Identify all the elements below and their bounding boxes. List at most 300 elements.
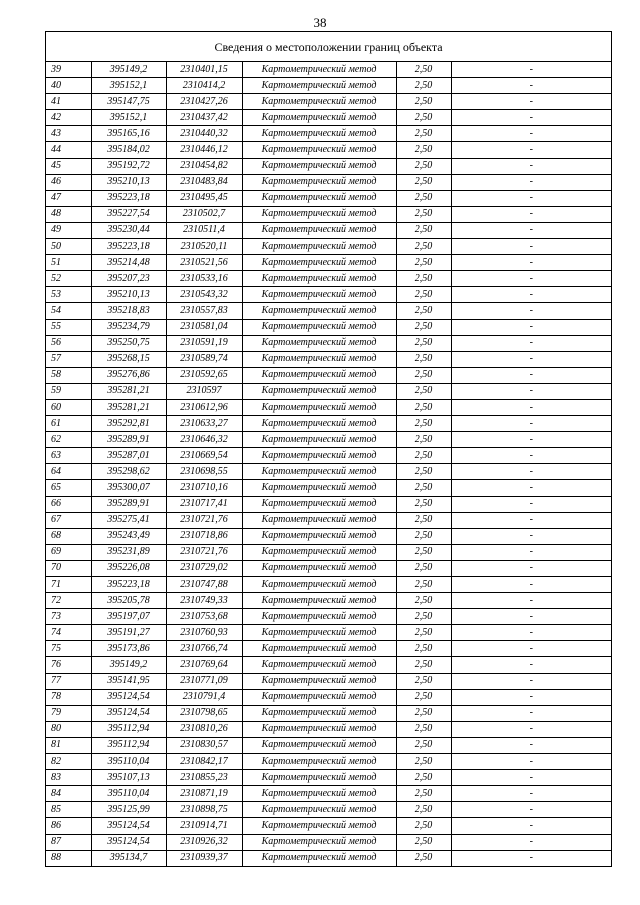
method-cell: Картометрический метод: [242, 464, 396, 480]
method-cell: Картометрический метод: [242, 416, 396, 432]
table-row: [46, 625, 611, 641]
method-cell: Картометрический метод: [242, 190, 396, 206]
point-number-cell: 48: [46, 206, 91, 222]
y-coordinate-cell: 2310633,27: [166, 416, 242, 432]
point-number-cell: 53: [46, 287, 91, 303]
description-cell: -: [451, 351, 611, 367]
table-row: [46, 319, 611, 335]
description-cell: -: [451, 448, 611, 464]
point-number-cell: 84: [46, 786, 91, 802]
x-coordinate-cell: 395243,49: [91, 528, 166, 544]
accuracy-cell: 2,50: [396, 593, 451, 609]
method-cell: Картометрический метод: [242, 802, 396, 818]
y-coordinate-cell: 2310543,32: [166, 287, 242, 303]
x-coordinate-cell: 395292,81: [91, 416, 166, 432]
y-coordinate-cell: 2310414,2: [166, 78, 242, 94]
accuracy-cell: 2,50: [396, 255, 451, 271]
point-number-cell: 65: [46, 480, 91, 496]
table-row: [46, 78, 611, 94]
description-cell: -: [451, 802, 611, 818]
method-cell: Картометрический метод: [242, 496, 396, 512]
accuracy-cell: 2,50: [396, 834, 451, 850]
description-cell: -: [451, 62, 611, 78]
y-coordinate-cell: 2310698,55: [166, 464, 242, 480]
accuracy-cell: 2,50: [396, 641, 451, 657]
description-cell: -: [451, 850, 611, 866]
point-number-cell: 69: [46, 544, 91, 560]
method-cell: Картометрический метод: [242, 142, 396, 158]
point-number-cell: 62: [46, 432, 91, 448]
point-number-cell: 72: [46, 593, 91, 609]
table-row: [46, 834, 611, 850]
y-coordinate-cell: 2310591,19: [166, 335, 242, 351]
y-coordinate-cell: 2310798,65: [166, 705, 242, 721]
x-coordinate-cell: 395110,04: [91, 786, 166, 802]
y-coordinate-cell: 2310520,11: [166, 239, 242, 255]
coordinates-table: [46, 62, 611, 866]
y-coordinate-cell: 2310483,84: [166, 174, 242, 190]
accuracy-cell: 2,50: [396, 802, 451, 818]
accuracy-cell: 2,50: [396, 142, 451, 158]
point-number-cell: 74: [46, 625, 91, 641]
table-row: [46, 673, 611, 689]
y-coordinate-cell: 2310717,41: [166, 496, 242, 512]
x-coordinate-cell: 395223,18: [91, 190, 166, 206]
x-coordinate-cell: 395205,78: [91, 593, 166, 609]
accuracy-cell: 2,50: [396, 367, 451, 383]
accuracy-cell: 2,50: [396, 448, 451, 464]
y-coordinate-cell: 2310718,86: [166, 528, 242, 544]
table-row: [46, 528, 611, 544]
y-coordinate-cell: 2310771,09: [166, 673, 242, 689]
accuracy-cell: 2,50: [396, 416, 451, 432]
description-cell: -: [451, 174, 611, 190]
y-coordinate-cell: 2310926,32: [166, 834, 242, 850]
table-row: [46, 206, 611, 222]
x-coordinate-cell: 395173,86: [91, 641, 166, 657]
y-coordinate-cell: 2310446,12: [166, 142, 242, 158]
description-cell: -: [451, 287, 611, 303]
x-coordinate-cell: 395223,18: [91, 577, 166, 593]
description-cell: -: [451, 190, 611, 206]
method-cell: Картометрический метод: [242, 480, 396, 496]
point-number-cell: 76: [46, 657, 91, 673]
description-cell: -: [451, 770, 611, 786]
accuracy-cell: 2,50: [396, 770, 451, 786]
point-number-cell: 49: [46, 222, 91, 238]
point-number-cell: 41: [46, 94, 91, 110]
x-coordinate-cell: 395281,21: [91, 383, 166, 399]
x-coordinate-cell: 395112,94: [91, 721, 166, 737]
accuracy-cell: 2,50: [396, 625, 451, 641]
table-row: [46, 802, 611, 818]
description-cell: -: [451, 255, 611, 271]
method-cell: Картометрический метод: [242, 625, 396, 641]
accuracy-cell: 2,50: [396, 110, 451, 126]
table-row: [46, 367, 611, 383]
y-coordinate-cell: 2310939,37: [166, 850, 242, 866]
table-row: [46, 126, 611, 142]
point-number-cell: 56: [46, 335, 91, 351]
method-cell: Картометрический метод: [242, 721, 396, 737]
point-number-cell: 85: [46, 802, 91, 818]
method-cell: Картометрический метод: [242, 448, 396, 464]
y-coordinate-cell: 2310592,65: [166, 367, 242, 383]
accuracy-cell: 2,50: [396, 126, 451, 142]
y-coordinate-cell: 2310760,93: [166, 625, 242, 641]
accuracy-cell: 2,50: [396, 673, 451, 689]
table-row: [46, 335, 611, 351]
table-row: [46, 721, 611, 737]
point-number-cell: 61: [46, 416, 91, 432]
point-number-cell: 79: [46, 705, 91, 721]
point-number-cell: 42: [46, 110, 91, 126]
point-number-cell: 64: [46, 464, 91, 480]
accuracy-cell: 2,50: [396, 383, 451, 399]
table-row: [46, 351, 611, 367]
table-row: [46, 464, 611, 480]
y-coordinate-cell: 2310842,17: [166, 754, 242, 770]
point-number-cell: 70: [46, 560, 91, 576]
point-number-cell: 67: [46, 512, 91, 528]
x-coordinate-cell: 395234,79: [91, 319, 166, 335]
table-row: [46, 705, 611, 721]
x-coordinate-cell: 395268,15: [91, 351, 166, 367]
y-coordinate-cell: 2310721,76: [166, 544, 242, 560]
x-coordinate-cell: 395197,07: [91, 609, 166, 625]
table-row: [46, 577, 611, 593]
table-row: [46, 786, 611, 802]
accuracy-cell: 2,50: [396, 609, 451, 625]
description-cell: -: [451, 721, 611, 737]
method-cell: Картометрический метод: [242, 94, 396, 110]
table-row: [46, 239, 611, 255]
description-cell: -: [451, 399, 611, 415]
table-caption: Сведения о местоположении границ объекта: [46, 32, 611, 62]
description-cell: -: [451, 705, 611, 721]
description-cell: -: [451, 319, 611, 335]
y-coordinate-cell: 2310753,68: [166, 609, 242, 625]
table-row: [46, 383, 611, 399]
x-coordinate-cell: 395141,95: [91, 673, 166, 689]
description-cell: -: [451, 641, 611, 657]
point-number-cell: 39: [46, 62, 91, 78]
point-number-cell: 75: [46, 641, 91, 657]
accuracy-cell: 2,50: [396, 577, 451, 593]
point-number-cell: 44: [46, 142, 91, 158]
accuracy-cell: 2,50: [396, 480, 451, 496]
x-coordinate-cell: 395191,27: [91, 625, 166, 641]
table-row: [46, 190, 611, 206]
x-coordinate-cell: 395227,54: [91, 206, 166, 222]
y-coordinate-cell: 2310401,15: [166, 62, 242, 78]
accuracy-cell: 2,50: [396, 464, 451, 480]
table-row: [46, 303, 611, 319]
y-coordinate-cell: 2310729,02: [166, 560, 242, 576]
table-row: [46, 416, 611, 432]
method-cell: Картометрический метод: [242, 319, 396, 335]
method-cell: Картометрический метод: [242, 528, 396, 544]
method-cell: Картометрический метод: [242, 335, 396, 351]
point-number-cell: 83: [46, 770, 91, 786]
point-number-cell: 54: [46, 303, 91, 319]
method-cell: Картометрический метод: [242, 657, 396, 673]
table-row: [46, 287, 611, 303]
x-coordinate-cell: 395184,02: [91, 142, 166, 158]
description-cell: -: [451, 625, 611, 641]
method-cell: Картометрический метод: [242, 239, 396, 255]
point-number-cell: 52: [46, 271, 91, 287]
accuracy-cell: 2,50: [396, 287, 451, 303]
point-number-cell: 63: [46, 448, 91, 464]
point-number-cell: 50: [46, 239, 91, 255]
point-number-cell: 88: [46, 850, 91, 866]
method-cell: Картометрический метод: [242, 158, 396, 174]
point-number-cell: 60: [46, 399, 91, 415]
table-row: [46, 271, 611, 287]
method-cell: Картометрический метод: [242, 367, 396, 383]
y-coordinate-cell: 2310749,33: [166, 593, 242, 609]
description-cell: -: [451, 78, 611, 94]
table-row: [46, 62, 611, 78]
table-row: [46, 737, 611, 753]
method-cell: Картометрический метод: [242, 689, 396, 705]
description-cell: -: [451, 432, 611, 448]
y-coordinate-cell: 2310855,23: [166, 770, 242, 786]
table-row: [46, 641, 611, 657]
method-cell: Картометрический метод: [242, 432, 396, 448]
method-cell: Картометрический метод: [242, 222, 396, 238]
accuracy-cell: 2,50: [396, 190, 451, 206]
x-coordinate-cell: 395298,62: [91, 464, 166, 480]
method-cell: Картометрический метод: [242, 834, 396, 850]
x-coordinate-cell: 395287,01: [91, 448, 166, 464]
x-coordinate-cell: 395124,54: [91, 818, 166, 834]
y-coordinate-cell: 2310502,7: [166, 206, 242, 222]
accuracy-cell: 2,50: [396, 62, 451, 78]
y-coordinate-cell: 2310533,16: [166, 271, 242, 287]
point-number-cell: 47: [46, 190, 91, 206]
point-number-cell: 55: [46, 319, 91, 335]
point-number-cell: 68: [46, 528, 91, 544]
page-number: 38: [313, 15, 327, 30]
x-coordinate-cell: 395124,54: [91, 834, 166, 850]
x-coordinate-cell: 395125,99: [91, 802, 166, 818]
table-row: [46, 496, 611, 512]
method-cell: Картометрический метод: [242, 126, 396, 142]
y-coordinate-cell: 2310914,71: [166, 818, 242, 834]
point-number-cell: 57: [46, 351, 91, 367]
x-coordinate-cell: 395276,86: [91, 367, 166, 383]
x-coordinate-cell: 395223,18: [91, 239, 166, 255]
description-cell: -: [451, 222, 611, 238]
y-coordinate-cell: 2310440,32: [166, 126, 242, 142]
description-cell: -: [451, 94, 611, 110]
description-cell: -: [451, 544, 611, 560]
point-number-cell: 81: [46, 737, 91, 753]
point-number-cell: 78: [46, 689, 91, 705]
table-row: [46, 480, 611, 496]
description-cell: -: [451, 126, 611, 142]
x-coordinate-cell: 395281,21: [91, 399, 166, 415]
y-coordinate-cell: 2310557,83: [166, 303, 242, 319]
table-row: [46, 657, 611, 673]
x-coordinate-cell: 395165,16: [91, 126, 166, 142]
point-number-cell: 82: [46, 754, 91, 770]
x-coordinate-cell: 395210,13: [91, 287, 166, 303]
accuracy-cell: 2,50: [396, 335, 451, 351]
point-number-cell: 45: [46, 158, 91, 174]
x-coordinate-cell: 395107,13: [91, 770, 166, 786]
description-cell: -: [451, 271, 611, 287]
description-cell: -: [451, 577, 611, 593]
description-cell: -: [451, 528, 611, 544]
method-cell: Картометрический метод: [242, 110, 396, 126]
description-cell: -: [451, 367, 611, 383]
description-cell: -: [451, 754, 611, 770]
accuracy-cell: 2,50: [396, 705, 451, 721]
accuracy-cell: 2,50: [396, 239, 451, 255]
table-row: [46, 818, 611, 834]
method-cell: Картометрический метод: [242, 303, 396, 319]
accuracy-cell: 2,50: [396, 528, 451, 544]
y-coordinate-cell: 2310830,57: [166, 737, 242, 753]
table-row: [46, 544, 611, 560]
x-coordinate-cell: 395152,1: [91, 110, 166, 126]
x-coordinate-cell: 395147,75: [91, 94, 166, 110]
x-coordinate-cell: 395275,41: [91, 512, 166, 528]
method-cell: Картометрический метод: [242, 673, 396, 689]
table-row: [46, 174, 611, 190]
point-number-cell: 86: [46, 818, 91, 834]
description-cell: -: [451, 416, 611, 432]
description-cell: -: [451, 834, 611, 850]
x-coordinate-cell: 395226,08: [91, 560, 166, 576]
description-cell: -: [451, 496, 611, 512]
method-cell: Картометрический метод: [242, 850, 396, 866]
y-coordinate-cell: 2310871,19: [166, 786, 242, 802]
point-number-cell: 46: [46, 174, 91, 190]
table-row: [46, 512, 611, 528]
accuracy-cell: 2,50: [396, 560, 451, 576]
y-coordinate-cell: 2310646,32: [166, 432, 242, 448]
accuracy-cell: 2,50: [396, 818, 451, 834]
accuracy-cell: 2,50: [396, 657, 451, 673]
y-coordinate-cell: 2310597: [166, 383, 242, 399]
coordinates-table-body: [46, 62, 611, 866]
x-coordinate-cell: 395300,07: [91, 480, 166, 496]
description-cell: -: [451, 818, 611, 834]
accuracy-cell: 2,50: [396, 544, 451, 560]
x-coordinate-cell: 395289,91: [91, 496, 166, 512]
method-cell: Картометрический метод: [242, 271, 396, 287]
description-cell: -: [451, 657, 611, 673]
point-number-cell: 43: [46, 126, 91, 142]
y-coordinate-cell: 2310521,56: [166, 255, 242, 271]
method-cell: Картометрический метод: [242, 770, 396, 786]
point-number-cell: 73: [46, 609, 91, 625]
table-row: [46, 222, 611, 238]
point-number-cell: 77: [46, 673, 91, 689]
table-row: [46, 399, 611, 415]
x-coordinate-cell: 395149,2: [91, 62, 166, 78]
accuracy-cell: 2,50: [396, 174, 451, 190]
y-coordinate-cell: 2310511,4: [166, 222, 242, 238]
y-coordinate-cell: 2310766,74: [166, 641, 242, 657]
x-coordinate-cell: 395289,91: [91, 432, 166, 448]
y-coordinate-cell: 2310437,42: [166, 110, 242, 126]
method-cell: Картометрический метод: [242, 399, 396, 415]
y-coordinate-cell: 2310898,75: [166, 802, 242, 818]
table-row: [46, 754, 611, 770]
accuracy-cell: 2,50: [396, 754, 451, 770]
table-row: [46, 110, 611, 126]
method-cell: Картометрический метод: [242, 786, 396, 802]
x-coordinate-cell: 395218,83: [91, 303, 166, 319]
x-coordinate-cell: 395112,94: [91, 737, 166, 753]
point-number-cell: 71: [46, 577, 91, 593]
description-cell: -: [451, 609, 611, 625]
y-coordinate-cell: 2310710,16: [166, 480, 242, 496]
method-cell: Картометрический метод: [242, 754, 396, 770]
description-cell: -: [451, 206, 611, 222]
description-cell: -: [451, 786, 611, 802]
description-cell: -: [451, 512, 611, 528]
x-coordinate-cell: 395110,04: [91, 754, 166, 770]
accuracy-cell: 2,50: [396, 303, 451, 319]
x-coordinate-cell: 395250,75: [91, 335, 166, 351]
table-row: [46, 560, 611, 576]
description-cell: -: [451, 673, 611, 689]
description-cell: -: [451, 689, 611, 705]
method-cell: Картометрический метод: [242, 818, 396, 834]
accuracy-cell: 2,50: [396, 496, 451, 512]
method-cell: Картометрический метод: [242, 641, 396, 657]
point-number-cell: 40: [46, 78, 91, 94]
method-cell: Картометрический метод: [242, 78, 396, 94]
method-cell: Картометрический метод: [242, 737, 396, 753]
description-cell: -: [451, 737, 611, 753]
y-coordinate-cell: 2310791,4: [166, 689, 242, 705]
description-cell: -: [451, 593, 611, 609]
accuracy-cell: 2,50: [396, 94, 451, 110]
description-cell: -: [451, 142, 611, 158]
accuracy-cell: 2,50: [396, 786, 451, 802]
method-cell: Картометрический метод: [242, 577, 396, 593]
x-coordinate-cell: 395214,48: [91, 255, 166, 271]
table-row: [46, 609, 611, 625]
table-row: [46, 432, 611, 448]
x-coordinate-cell: 395134,7: [91, 850, 166, 866]
point-number-cell: 58: [46, 367, 91, 383]
table-row: [46, 142, 611, 158]
y-coordinate-cell: 2310495,45: [166, 190, 242, 206]
table-row: [46, 593, 611, 609]
y-coordinate-cell: 2310769,64: [166, 657, 242, 673]
description-cell: -: [451, 158, 611, 174]
method-cell: Картометрический метод: [242, 62, 396, 78]
table-row: [46, 689, 611, 705]
description-cell: -: [451, 383, 611, 399]
method-cell: Картометрический метод: [242, 351, 396, 367]
point-number-cell: 87: [46, 834, 91, 850]
method-cell: Картометрический метод: [242, 544, 396, 560]
y-coordinate-cell: 2310427,26: [166, 94, 242, 110]
accuracy-cell: 2,50: [396, 689, 451, 705]
method-cell: Картометрический метод: [242, 206, 396, 222]
description-cell: -: [451, 239, 611, 255]
x-coordinate-cell: 395192,72: [91, 158, 166, 174]
